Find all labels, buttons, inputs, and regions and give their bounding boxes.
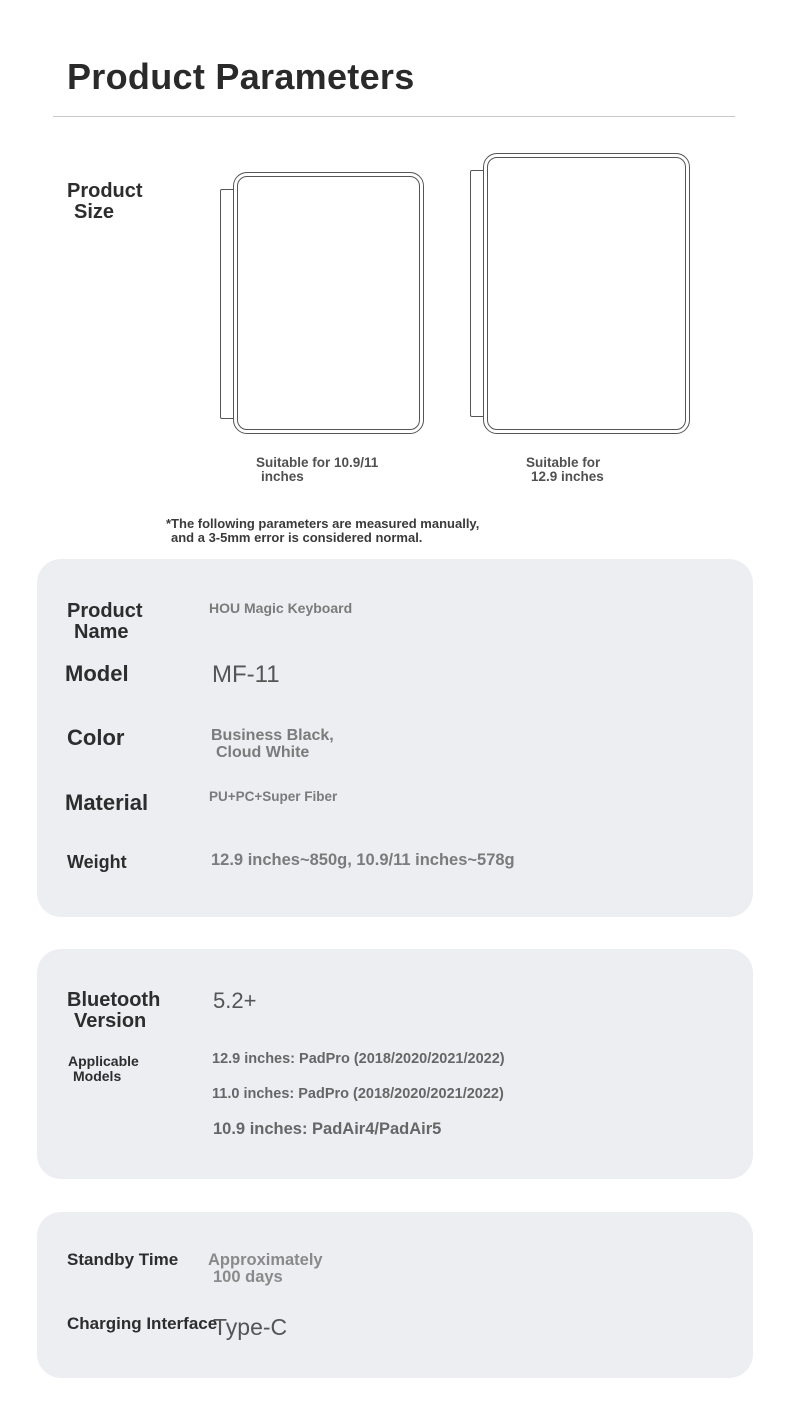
standby-time-label: Standby Time	[67, 1250, 179, 1269]
large-size-caption: Suitable for 12.9 inches	[526, 455, 604, 485]
bluetooth-version-value: 5.2+	[213, 988, 257, 1013]
material-value: PU+PC+Super Fiber	[209, 789, 338, 804]
color-label: Color	[67, 725, 125, 750]
charging-interface-label: Charging Interface	[67, 1314, 218, 1333]
power-panel	[37, 1212, 753, 1378]
tablet-large-outline	[470, 153, 692, 435]
model-value: MF-11	[212, 661, 280, 688]
weight-label: Weight	[67, 852, 127, 872]
weight-value: 12.9 inches~850g, 10.9/11 inches~578g	[211, 851, 515, 869]
standby-time-value: Approximately 100 days	[208, 1251, 323, 1287]
material-label: Material	[65, 790, 149, 815]
tablet-small-outline	[220, 172, 426, 436]
charging-interface-value: Type-C	[213, 1314, 288, 1340]
product-name-label: Product Name	[67, 600, 143, 643]
product-size-label: Product Size	[67, 180, 143, 223]
small-size-caption: Suitable for 10.9/11 inches	[256, 455, 379, 485]
measurement-note: *The following parameters are measured manually, and a 3-5mm error is considered normal.	[166, 516, 480, 545]
applicable-models-label: Applicable Models	[68, 1053, 139, 1084]
title-divider	[53, 116, 735, 117]
model-label: Model	[65, 661, 129, 686]
color-value: Business Black, Cloud White	[211, 727, 334, 761]
model-list-item: 11.0 inches: PadPro (2018/2020/2021/2022)	[212, 1086, 504, 1102]
bluetooth-version-label: Bluetooth Version	[67, 989, 161, 1032]
page-title: Product Parameters	[67, 56, 415, 97]
product-name-value: HOU Magic Keyboard	[209, 600, 353, 616]
model-list-item: 12.9 inches: PadPro (2018/2020/2021/2022)	[212, 1051, 505, 1067]
model-list-item: 10.9 inches: PadAir4/PadAir5	[213, 1120, 442, 1138]
